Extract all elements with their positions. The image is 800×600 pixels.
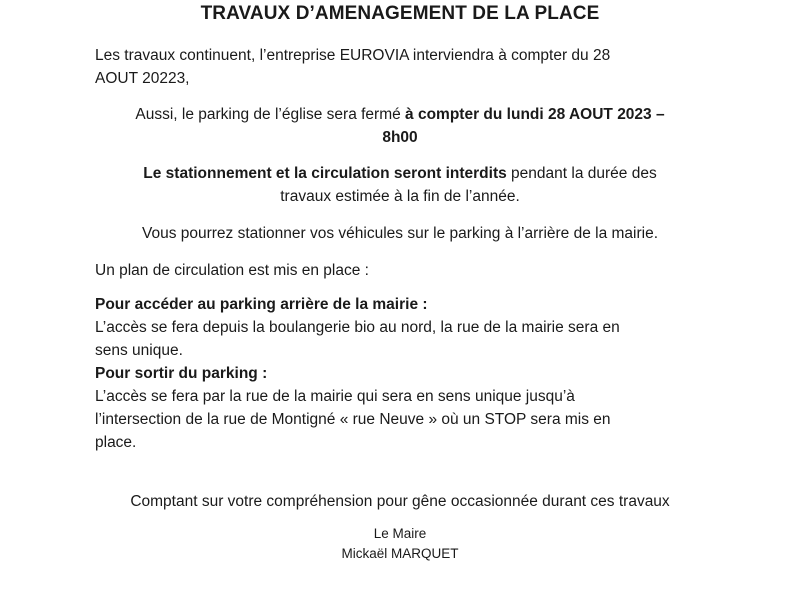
exit-line-3: place. <box>95 434 137 451</box>
closing-text: Comptant sur votre compréhension pour gêne occasionnée durant ces travaux <box>130 493 670 510</box>
restriction-bold-text: Le stationnement et la circulation seront interdits <box>143 165 507 182</box>
access-line-2: sens unique. <box>95 342 183 359</box>
restriction-line-1 <box>0 162 800 185</box>
signature-name: Mickaël MARQUET <box>341 546 459 561</box>
exit-heading <box>95 362 267 385</box>
restriction-text: pendant la durée des <box>506 165 657 182</box>
parking-alternative: Vous pourrez stationner vos véhicules sur le parking à l’arrière de la mairie. <box>141 225 659 242</box>
access-line-1: L’accès se fera depuis la boulangerie bio au nord, la rue de la mairie sera en <box>95 319 620 336</box>
parking-closure-line <box>0 103 800 126</box>
parking-closure-date: à compter du lundi 28 AOUT 2023 – <box>405 106 665 123</box>
parking-closure-time-line <box>0 126 800 149</box>
exit-heading-text: Pour sortir du parking : <box>95 365 268 382</box>
notice-title: TRAVAUX D’AMENAGEMENT DE LA PLACE <box>200 3 600 24</box>
signature-role: Le Maire <box>373 526 427 541</box>
parking-closure-text: Aussi, le parking de l’église sera fermé <box>135 106 406 123</box>
parking-closure-time: 8h00 <box>382 129 418 146</box>
access-heading-text: Pour accéder au parking arrière de la mairie : <box>95 296 428 313</box>
restriction-line-2: travaux estimée à la fin de l’année. <box>280 188 520 205</box>
access-heading <box>95 293 428 316</box>
intro-line-1: Les travaux continuent, l’entreprise EUROVIA interviendra à compter du 28 <box>95 47 611 64</box>
intro-line-2: AOUT 20223, <box>95 70 190 87</box>
exit-line-2: l’intersection de la rue de Montigné « rue Neuve » où un STOP sera mis en <box>95 411 611 428</box>
exit-line-1: L’accès se fera par la rue de la mairie qui sera en sens unique jusqu’à <box>95 388 575 405</box>
plan-intro: Un plan de circulation est mis en place : <box>95 262 369 279</box>
